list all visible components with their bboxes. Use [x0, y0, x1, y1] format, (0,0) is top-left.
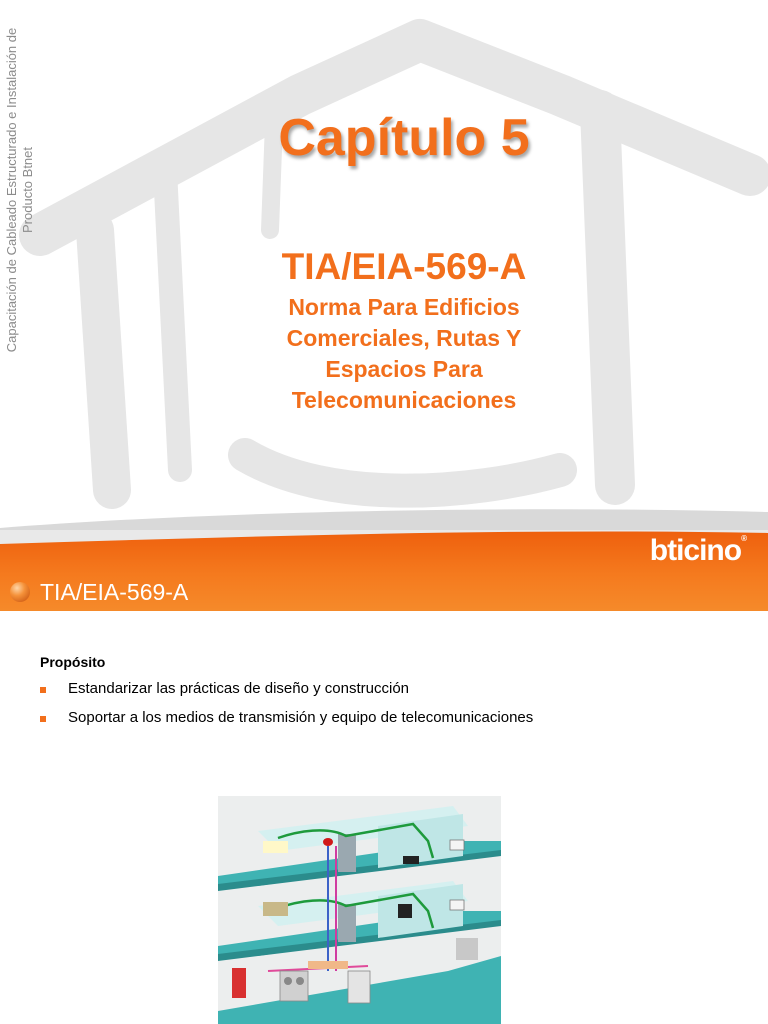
- bullet-square-icon: [40, 716, 46, 722]
- side-caption-line-2: Producto Btnet: [20, 147, 35, 233]
- chapter-title: Capítulo 5: [278, 109, 530, 167]
- bullet-square-icon: [40, 687, 46, 693]
- orange-orb-icon: [10, 582, 30, 602]
- subtitle-line-2: Comerciales, Rutas Y: [286, 325, 522, 351]
- header-banner: [0, 530, 768, 611]
- header-title: TIA/EIA-569-A: [40, 579, 189, 605]
- standard-title: TIA/EIA-569-A: [281, 246, 527, 287]
- bullet-text: Estandarizar las prácticas de diseño y construcción: [68, 680, 410, 697]
- list-item: [40, 680, 533, 709]
- section-heading: Propósito: [40, 654, 106, 670]
- bticino-logo: [650, 534, 746, 568]
- logo-text: bticino: [649, 534, 742, 567]
- rack-icon: [338, 904, 356, 942]
- list-item: [40, 709, 533, 738]
- bullet-list: [40, 680, 533, 738]
- subtitle-line-1: Norma Para Edificios: [288, 294, 520, 320]
- logo-registered-mark: ®: [741, 534, 746, 543]
- subtitle-line-4: Telecomunicaciones: [291, 387, 517, 413]
- building-cabling-diagram: [218, 796, 501, 1024]
- subtitle-line-3: Espacios Para: [325, 356, 483, 382]
- side-caption-line-1: Capacitación de Cableado Estructurado e Instalación de: [4, 27, 19, 353]
- subtitle: [220, 292, 588, 416]
- building-illustration: [218, 796, 501, 1024]
- rack-icon: [338, 834, 356, 872]
- side-caption: [4, 0, 60, 380]
- bullet-text: Soportar a los medios de transmisión y equipo de telecomunicaciones: [68, 709, 534, 726]
- content-slide: [0, 530, 768, 1024]
